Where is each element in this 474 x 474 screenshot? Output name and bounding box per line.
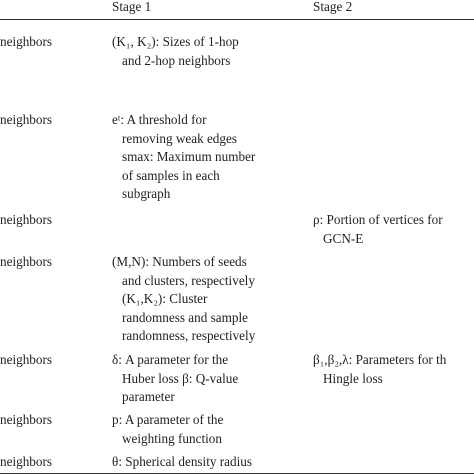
column-header-stage2: Stage 2 [313, 0, 353, 14]
stage1-line: eᵗ: A threshold for [112, 112, 207, 127]
method-cell: neighbors [0, 352, 53, 367]
stage1-line: smax: Maximum number [122, 149, 256, 164]
stage1-line: (K₁,K₂): Cluster [122, 291, 208, 306]
stage1-line: θ: Spherical density radius [112, 454, 252, 469]
stage1-line: removing weak edges [122, 130, 237, 146]
method-cell: neighbors [0, 34, 53, 49]
stage1-cell [112, 33, 302, 70]
stage2-line: ρ: Portion of vertices for [313, 212, 443, 227]
column-header-stage1: Stage 1 [112, 0, 152, 14]
stage2-cell [313, 211, 474, 248]
stage2-line: GCN-E [323, 230, 364, 246]
stage1-cell [112, 411, 302, 448]
stage1-line: and clusters, respectively [122, 272, 255, 288]
method-cell: neighbors [0, 212, 53, 227]
stage1-line: and 2-hop neighbors [122, 52, 231, 68]
method-cell: neighbors [0, 412, 53, 427]
stage2-line: Hingle loss [323, 370, 383, 386]
stage1-line: of samples in each [122, 167, 220, 183]
stage1-cell [112, 351, 302, 407]
stage1-line: subgraph [122, 186, 171, 201]
table-top-rule [0, 19, 474, 20]
stage1-line: parameter [122, 389, 175, 404]
stage1-line: (K₁, K₂): Sizes of 1-hop [112, 34, 239, 49]
stage1-line: (M,N): Numbers of seeds [112, 254, 247, 269]
method-cell: neighbors [0, 112, 53, 127]
stage1-cell [112, 453, 302, 472]
method-cell: neighbors [0, 254, 53, 269]
stage1-line: Huber loss β: Q-value [122, 370, 239, 386]
stage1-line: weighting function [122, 430, 222, 446]
stage1-line: randomness and sample [122, 309, 248, 325]
stage1-cell [112, 111, 302, 204]
method-cell: neighbors [0, 454, 53, 469]
stage1-line: p: A parameter of the [112, 412, 224, 427]
stage2-cell [313, 351, 474, 388]
stage1-line: randomness, respectively [122, 328, 256, 343]
stage2-line: β₁,β₂,λ: Parameters for th [313, 352, 447, 367]
stage1-line: δ: A parameter for the [112, 352, 229, 367]
stage1-cell [112, 253, 302, 346]
